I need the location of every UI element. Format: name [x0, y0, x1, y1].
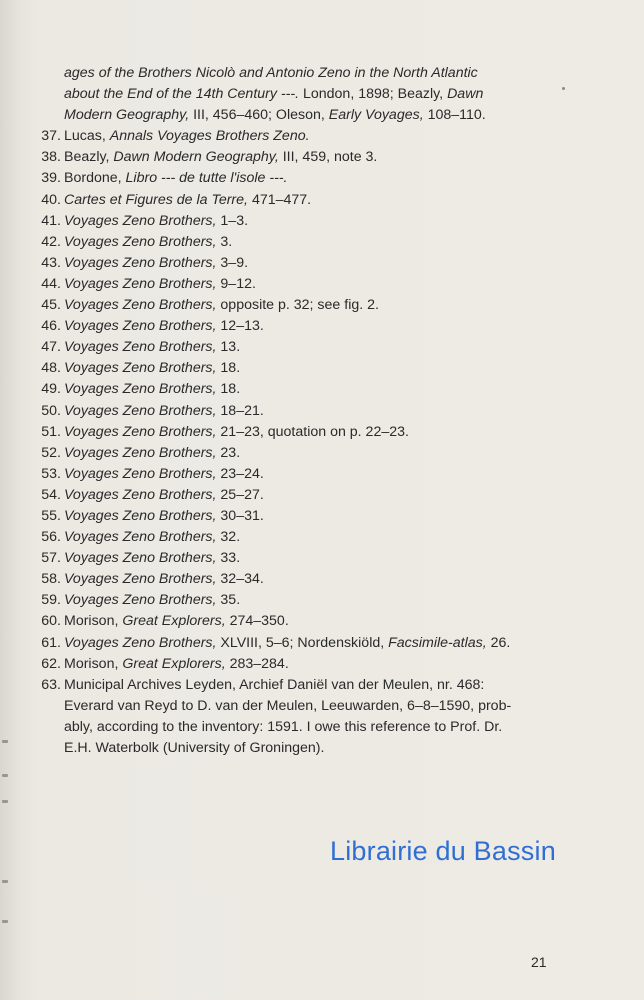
continuation-line: Modern Geography, III, 456–460; Oleson, Early Voyages, 108–110. — [64, 107, 486, 124]
endnote-segment: 12–13. — [216, 318, 264, 335]
endnote-segment: 25–27. — [216, 486, 264, 503]
endnote-segment: Annals Voyages Brothers Zeno. — [109, 128, 310, 145]
endnote-number: 43. — [41, 254, 61, 271]
endnote-text — [64, 611, 570, 632]
endnote-text — [64, 590, 570, 611]
endnote-segment: 18. — [216, 381, 241, 398]
endnote-segment: Lucas, — [64, 128, 110, 145]
endnote-segment: Voyages Zeno Brothers, — [64, 233, 217, 250]
endnote-text — [64, 232, 570, 253]
endnote-number: 57. — [41, 550, 61, 567]
endnote-segment: Great Explorers, — [122, 655, 226, 672]
endnote-line: Everard van Reyd to D. van der Meulen, Leeuwarden, 6–8–1590, prob- — [64, 697, 512, 714]
endnote-segment: Voyages Zeno Brothers, — [64, 381, 217, 398]
endnote-segment: Voyages Zeno Brothers, — [64, 465, 217, 482]
endnote-segment: XLVIII, 5–6; Nordenskiöld, — [216, 634, 389, 651]
endnote-segment: 471–477. — [248, 191, 312, 208]
endnote — [30, 358, 570, 379]
endnote — [30, 253, 570, 274]
endnote — [30, 168, 570, 189]
endnote-segment: 33. — [216, 550, 241, 567]
endnote-number: 42. — [41, 233, 61, 250]
endnote-number: 55. — [41, 507, 61, 524]
endnote-number: 59. — [41, 592, 61, 609]
endnote-text — [64, 675, 570, 759]
continuation-line: about the End of the 14th Century ---. London, 1898; Beazly, Dawn — [64, 86, 484, 103]
endnote-text — [64, 527, 570, 548]
endnote-text — [64, 506, 570, 527]
endnote-segment: 1–3. — [216, 212, 249, 229]
endnote-number: 38. — [41, 149, 61, 166]
endnote-segment: Morison, — [64, 655, 123, 672]
endnote-number: 53. — [41, 465, 61, 482]
endnote-number: 39. — [41, 170, 61, 187]
endnote-number: 45. — [41, 297, 61, 314]
endnote-number: 49. — [41, 381, 61, 398]
endnote-segment: Voyages Zeno Brothers, — [64, 634, 217, 651]
endnotes — [30, 63, 570, 759]
binding-edge-marks — [2, 740, 12, 960]
endnote-number: 62. — [41, 655, 61, 672]
endnote-segment: III, 459, note 3. — [278, 149, 378, 166]
endnote-text — [64, 253, 570, 274]
endnote-segment: Dawn Modern Geography, — [113, 149, 279, 166]
endnote-number: 44. — [41, 275, 61, 292]
endnote-segment: Voyages Zeno Brothers, — [64, 550, 217, 567]
endnote-segment: Great Explorers, — [122, 613, 226, 630]
endnote — [30, 147, 570, 168]
endnote-number: 58. — [41, 571, 61, 588]
endnote-segment: Cartes et Figures de la Terre, — [64, 191, 248, 208]
endnote-number: 51. — [41, 423, 61, 440]
endnote-text — [64, 190, 570, 211]
endnote-text — [64, 358, 570, 379]
endnote-segment: Voyages Zeno Brothers, — [64, 423, 217, 440]
endnote — [30, 274, 570, 295]
endnote-segment: Voyages Zeno Brothers, — [64, 275, 217, 292]
endnote-segment: 3. — [216, 233, 233, 250]
endnote-segment: Voyages Zeno Brothers, — [64, 212, 217, 229]
endnote-segment: Voyages Zeno Brothers, — [64, 486, 217, 503]
endnote-segment: 23. — [216, 444, 241, 461]
endnote-number: 56. — [41, 529, 61, 546]
endnote-segment: Voyages Zeno Brothers, — [64, 318, 217, 335]
endnote-segment: Voyages Zeno Brothers, — [64, 254, 217, 271]
continuation-line: ages of the Brothers Nicolò and Antonio Zeno in the North Atlantic — [64, 65, 478, 81]
endnote — [30, 190, 570, 211]
endnote-text — [64, 548, 570, 569]
endnote-segment: Morison, — [64, 613, 123, 630]
endnote — [30, 527, 570, 548]
endnote-segment: 32–34. — [216, 571, 264, 588]
endnote — [30, 633, 570, 654]
endnote — [30, 337, 570, 358]
note-list — [30, 126, 570, 759]
endnote — [30, 316, 570, 337]
endnote — [30, 506, 570, 527]
endnote-text — [64, 147, 570, 168]
endnote — [30, 232, 570, 253]
endnote-text — [64, 633, 570, 654]
endnote-number: 46. — [41, 318, 61, 335]
endnote — [30, 443, 570, 464]
endnote-segment: 18. — [216, 360, 241, 377]
bookseller-watermark: Librairie du Bassin — [330, 836, 556, 866]
endnote-number: 40. — [41, 191, 61, 208]
endnote — [30, 401, 570, 422]
endnote-text — [64, 485, 570, 506]
endnote-segment: Voyages Zeno Brothers, — [64, 402, 217, 419]
endnote-segment: 23–24. — [216, 465, 264, 482]
endnote-segment: 30–31. — [216, 507, 264, 524]
endnote-segment: Voyages Zeno Brothers, — [64, 571, 217, 588]
endnote — [30, 590, 570, 611]
endnote-segment: 283–284. — [225, 655, 289, 672]
endnote — [30, 485, 570, 506]
endnote-text — [64, 401, 570, 422]
endnote-segment: Voyages Zeno Brothers, — [64, 360, 217, 377]
endnote-text — [64, 337, 570, 358]
endnote-segment: Voyages Zeno Brothers, — [64, 592, 217, 609]
endnote-segment: Voyages Zeno Brothers, — [64, 507, 217, 524]
endnote — [30, 379, 570, 400]
endnote-number: 50. — [41, 402, 61, 419]
endnote-segment: Voyages Zeno Brothers, — [64, 339, 217, 356]
endnote — [30, 295, 570, 316]
endnote-text — [64, 379, 570, 400]
endnote-number: 47. — [41, 339, 61, 356]
endnote-text — [64, 126, 570, 147]
endnote-segment: Facsimile-atlas, — [388, 634, 487, 651]
page-number: 21 — [531, 954, 547, 970]
endnote-text — [64, 569, 570, 590]
endnote — [30, 126, 570, 147]
endnote-text — [64, 274, 570, 295]
endnote-segment: 35. — [216, 592, 241, 609]
endnote-text — [64, 422, 570, 443]
endnote-segment: 32. — [216, 529, 241, 546]
note-continuation — [30, 63, 570, 126]
endnote-segment: Beazly, — [64, 149, 114, 166]
endnote — [30, 211, 570, 232]
endnote-segment: opposite p. 32; see fig. 2. — [216, 297, 379, 314]
endnote-number: 41. — [41, 212, 61, 229]
endnote-text — [64, 168, 570, 189]
endnote-text — [64, 654, 570, 675]
endnote-line: Municipal Archives Leyden, Archief Daniël van der Meulen, nr. 468: — [64, 676, 485, 693]
endnote-segment: Bordone, — [64, 170, 126, 187]
endnote-text — [64, 464, 570, 485]
endnote-segment: Voyages Zeno Brothers, — [64, 444, 217, 461]
endnote-text — [64, 443, 570, 464]
endnote-number: 61. — [41, 634, 61, 651]
endnote-segment: 9–12. — [216, 275, 256, 292]
endnote-segment: 18–21. — [216, 402, 264, 419]
endnote-number: 52. — [41, 444, 61, 461]
endnote-line: ably, according to the inventory: 1591. I owe this reference to Prof. Dr. — [64, 718, 503, 735]
endnote-segment: Voyages Zeno Brothers, — [64, 529, 217, 546]
endnote — [30, 654, 570, 675]
endnote-number: 60. — [41, 613, 61, 630]
endnote-number: 54. — [41, 486, 61, 503]
endnote-number: 63. — [41, 676, 61, 693]
endnote — [30, 675, 570, 759]
endnote — [30, 422, 570, 443]
endnote — [30, 569, 570, 590]
endnote-segment: 274–350. — [225, 613, 289, 630]
endnote-segment: Voyages Zeno Brothers, — [64, 297, 217, 314]
endnote-text — [64, 211, 570, 232]
endnote — [30, 548, 570, 569]
endnote-segment: 3–9. — [216, 254, 249, 271]
endnote-segment: 21–23, quotation on p. 22–23. — [216, 423, 409, 440]
endnote-segment: 26. — [486, 634, 511, 651]
endnote-text — [64, 295, 570, 316]
endnote — [30, 611, 570, 632]
endnote-line: E.H. Waterbolk (University of Groningen). — [64, 740, 325, 756]
endnote-number: 37. — [41, 128, 61, 145]
endnote-segment: 13. — [216, 339, 241, 356]
endnote-segment: Libro --- de tutte l'isole ---. — [125, 170, 288, 187]
endnote — [30, 464, 570, 485]
endnote-number: 48. — [41, 360, 61, 377]
endnote-text — [64, 316, 570, 337]
